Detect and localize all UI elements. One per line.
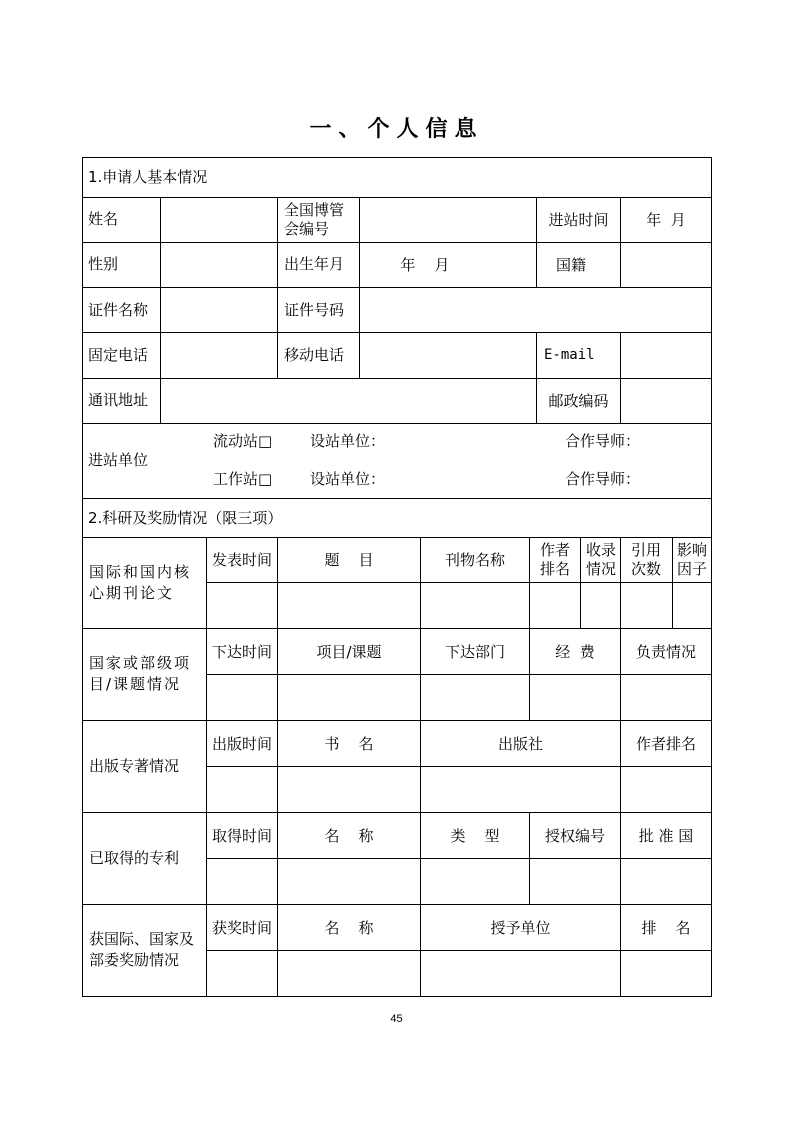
nationality-label: 国籍: [555, 256, 586, 274]
entry-time-label: 进站时间: [548, 211, 609, 229]
section2-header: 2.科研及奖励情况（限三项）: [88, 509, 283, 527]
address-label: 通讯地址: [88, 391, 149, 409]
projects-col-role: 负责情况: [635, 642, 696, 661]
landline-label: 固定电话: [88, 346, 149, 364]
landline-field[interactable]: [161, 333, 276, 378]
papers-label: 国际和国内核心期刊论文: [89, 563, 192, 602]
section1-header: 1.申请人基本情况: [88, 168, 208, 186]
books-body-row[interactable]: [207, 767, 711, 812]
patents-label: 已取得的专利: [89, 849, 180, 867]
member-no-label: 全国博管会编号: [284, 201, 345, 238]
papers-col-indexed: 收录情况: [585, 541, 616, 578]
name-field[interactable]: [161, 198, 276, 242]
patents-col-country: 批 准 国: [638, 826, 694, 845]
projects-col-project: 项目/课题: [316, 642, 382, 661]
email-field[interactable]: [621, 333, 711, 378]
books-col-author-rank: 作者排名: [635, 734, 696, 753]
gender-field[interactable]: [161, 243, 276, 287]
awards-col-grantor: 授予单位: [490, 918, 551, 937]
gender-label: 性别: [88, 255, 119, 273]
awards-col-rank: 排 名: [641, 918, 691, 937]
supervisor-1-label: 合作导师：: [565, 432, 641, 450]
awards-body-row[interactable]: [207, 951, 711, 996]
mobile-station-checkbox[interactable]: 流动站□: [213, 432, 273, 450]
books-col-time: 出版时间: [211, 734, 272, 753]
postcode-field[interactable]: [621, 379, 711, 423]
awards-col-name: 名 称: [324, 918, 374, 937]
papers-body-row[interactable]: [207, 583, 711, 628]
mobile-field[interactable]: [360, 333, 535, 378]
papers-col-time: 发表时间: [211, 551, 272, 569]
patents-col-auth-no: 授权编号: [544, 826, 605, 845]
awards-label: 获国际、国家及部委奖励情况: [89, 930, 195, 969]
member-no-field[interactable]: [360, 198, 535, 242]
station-unit-1-label: 设站单位：: [310, 432, 386, 450]
books-label: 出版专著情况: [89, 757, 180, 775]
projects-col-funding: 经 费: [555, 642, 595, 661]
projects-label: 国家或部级项目/课题情况: [89, 654, 192, 693]
name-label: 姓名: [88, 210, 119, 228]
patents-col-time: 取得时间: [211, 826, 272, 845]
page-number: 45: [390, 1013, 403, 1025]
projects-col-time: 下达时间: [211, 642, 272, 661]
books-col-title: 书 名: [324, 734, 374, 753]
page-title: 一、个人信息: [309, 117, 484, 142]
email-label: E-mail: [544, 347, 595, 363]
patents-body-row[interactable]: [207, 859, 711, 904]
birth-field[interactable]: 年 月: [400, 256, 450, 274]
id-no-field[interactable]: [360, 288, 711, 332]
work-station-checkbox[interactable]: 工作站□: [213, 470, 273, 488]
papers-col-title: 题 目: [324, 551, 374, 569]
entry-time-field[interactable]: 年 月: [646, 211, 686, 229]
papers-col-impact: 影响因子: [676, 541, 707, 578]
patents-col-name: 名 称: [324, 826, 374, 845]
address-field[interactable]: [161, 379, 535, 423]
id-no-label: 证件号码: [284, 301, 345, 319]
papers-col-journal: 刊物名称: [444, 551, 505, 569]
supervisor-2-label: 合作导师：: [565, 470, 641, 488]
mobile-label: 移动电话: [284, 346, 345, 364]
books-col-publisher: 出版社: [497, 734, 543, 753]
nationality-field[interactable]: [621, 243, 711, 287]
projects-col-department: 下达部门: [444, 642, 505, 661]
station-unit-2-label: 设站单位：: [310, 470, 386, 488]
papers-col-author-rank: 作者排名: [539, 541, 570, 578]
birth-label: 出生年月: [284, 255, 345, 273]
id-type-field[interactable]: [161, 288, 276, 332]
patents-col-type: 类 型: [450, 826, 500, 845]
postcode-label: 邮政编码: [548, 392, 609, 410]
papers-col-citations: 引用次数: [630, 541, 661, 578]
projects-body-row[interactable]: [207, 675, 711, 720]
id-type-label: 证件名称: [88, 301, 149, 319]
unit-label: 进站单位: [88, 451, 149, 469]
awards-col-time: 获奖时间: [211, 918, 272, 937]
